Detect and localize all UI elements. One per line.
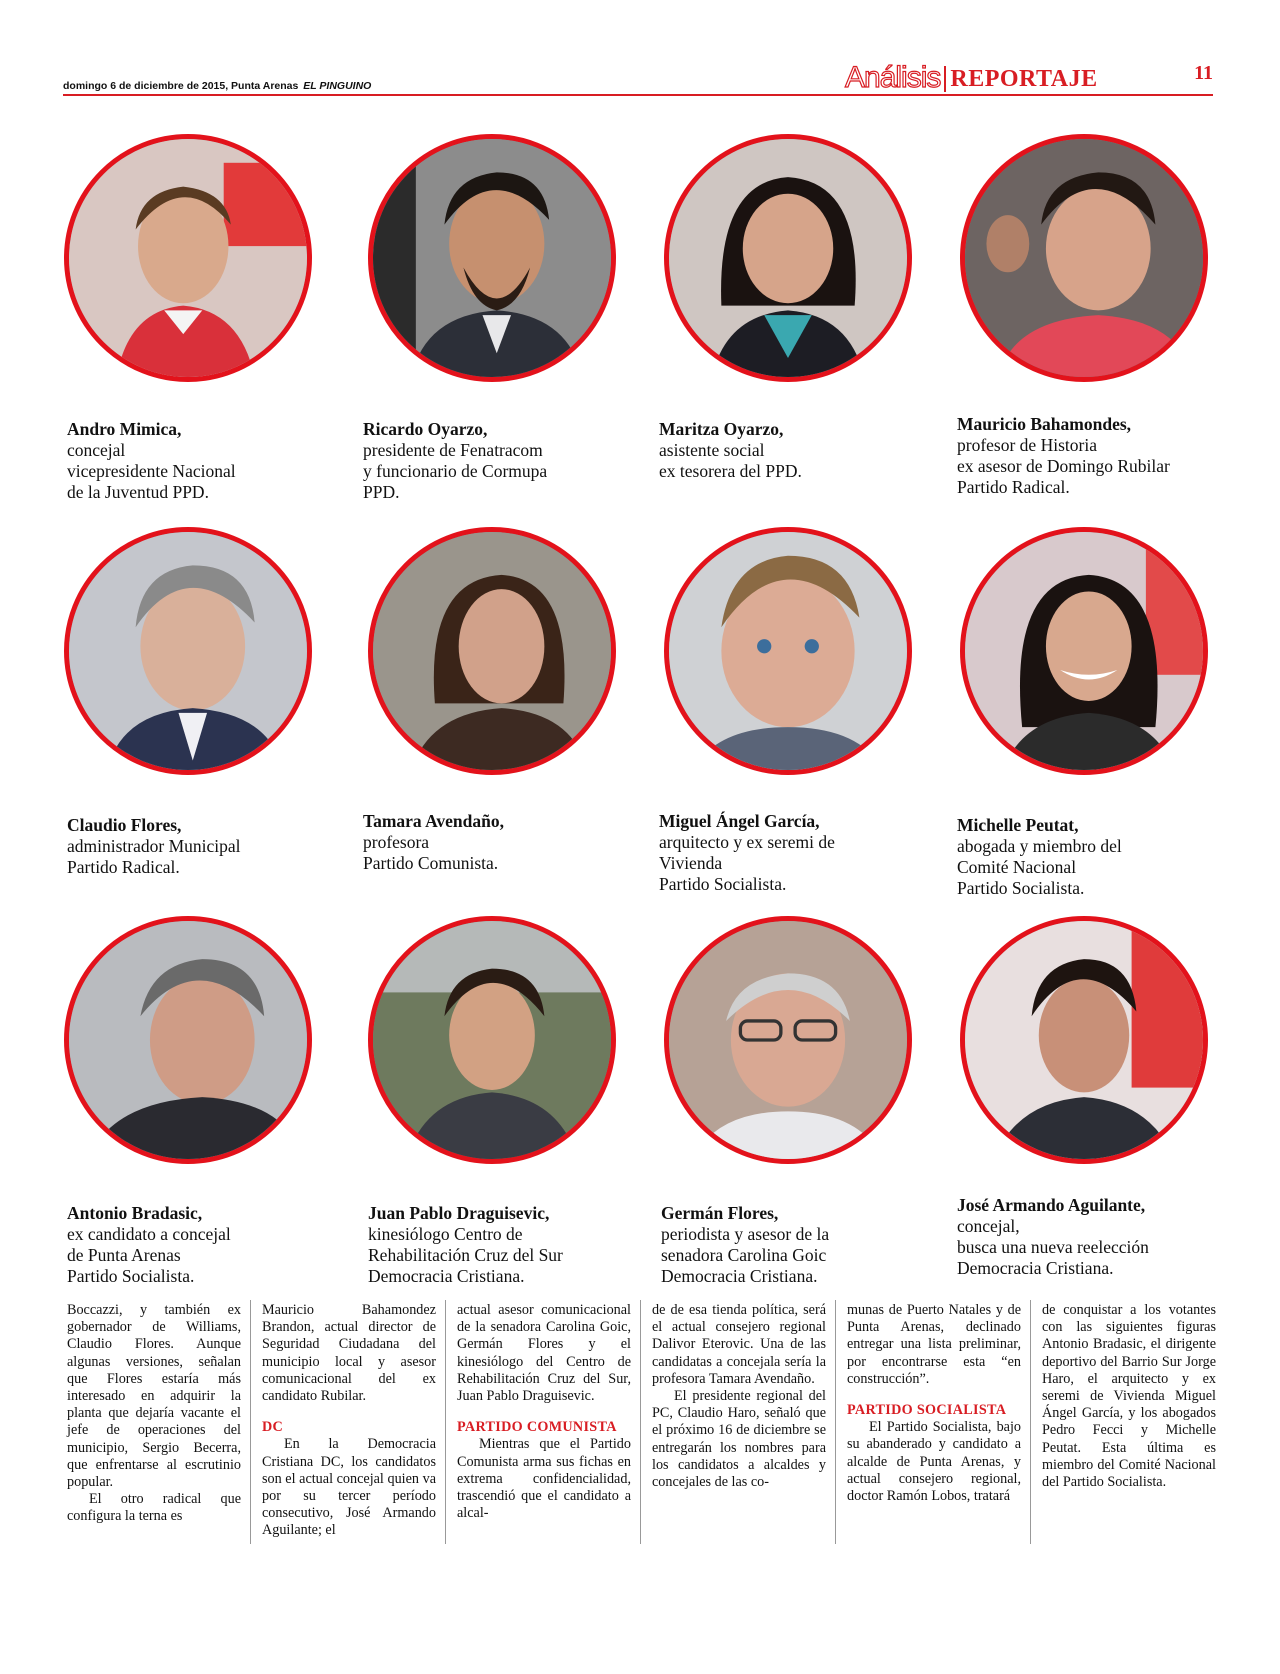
- article-column: [1042, 1302, 1216, 1491]
- page-header: [63, 62, 1213, 94]
- person-name: Ricardo Oyarzo,: [363, 419, 488, 439]
- caption-line: profesora: [363, 832, 430, 852]
- paragraph: Boccazzi, y también ex gobernador de Williams, Claudio Flores. Aunque algunas versiones, señalan que Flores estaría más interesado en adquirir la planta que dejaría vacante el jefe de operaciones del municipio, Sergio Becerra, que enfrentarse al escrutinio popular.: [67, 1302, 241, 1491]
- person-name: Miguel Ángel García,: [659, 811, 820, 831]
- person-name: Mauricio Bahamondes,: [957, 414, 1132, 434]
- caption-line: de Punta Arenas: [67, 1245, 181, 1265]
- paragraph: munas de Puerto Natales y de Punta Arenas, declinado entregar una lista preliminar, por encontrarse esta “en construcción”.: [847, 1302, 1021, 1387]
- header-rule: [63, 94, 1213, 96]
- caption-line: kinesiólogo Centro de: [368, 1224, 523, 1244]
- date-line: [63, 80, 371, 92]
- caption-line: concejal: [67, 440, 126, 460]
- caption-line: asistente social: [659, 440, 765, 460]
- article-column: [652, 1302, 826, 1491]
- caption-line: administrador Municipal: [67, 836, 241, 856]
- subhead: PARTIDO SOCIALISTA: [847, 1402, 1007, 1419]
- caption: [957, 1195, 1227, 1279]
- caption-line: ex tesorera del PPD.: [659, 461, 802, 481]
- caption-line: periodista y asesor de la: [661, 1224, 830, 1244]
- section-divider: [944, 66, 946, 92]
- column-divider: [835, 1300, 836, 1544]
- column-divider: [250, 1300, 251, 1544]
- caption-line: y funcionario de Cormupa: [363, 461, 548, 481]
- caption-line: Partido Socialista.: [659, 874, 787, 894]
- caption-line: Partido Radical.: [957, 477, 1070, 497]
- caption: [67, 1203, 337, 1287]
- subhead: PARTIDO COMUNISTA: [457, 1419, 617, 1436]
- article-column: [847, 1302, 1021, 1505]
- caption-line: PPD.: [363, 482, 400, 502]
- section-label: [845, 61, 1098, 94]
- paragraph: de de esa tienda política, será el actual consejero regional Dalivor Eterovic. Una de las candidatas a concejala sería la profesora Tamara Avendaño.: [652, 1302, 826, 1387]
- paragraph: de conquistar a los votantes con las siguientes figuras Antonio Bradasic, el dirigente deportivo del Barrio Sur Jorge Haro, el arquitecto y ex seremi de Vivienda Miguel Ángel García, y los abogados Pedro Fecci y Michelle Peutat. Esta última es miembro del Comité Nacional del Partido Socialista.: [1042, 1302, 1216, 1491]
- caption: [957, 815, 1227, 899]
- person-name: Michelle Peutat,: [957, 815, 1079, 835]
- paragraph: El presidente regional del PC, Claudio Haro, señaló que el próximo 16 de diciembre se entregarán los nombres para los candidatos a alcaldes y concejales de las co-: [652, 1388, 826, 1491]
- column-divider: [445, 1300, 446, 1544]
- portrait-photo: [664, 527, 912, 775]
- caption: [659, 419, 929, 482]
- paper-name: EL PINGUINO: [303, 80, 372, 92]
- caption: [661, 1203, 931, 1287]
- caption-line: Partido Radical.: [67, 857, 180, 877]
- caption-line: senadora Carolina Goic: [661, 1245, 827, 1265]
- caption: [368, 1203, 638, 1287]
- article-column: [457, 1302, 631, 1522]
- caption-line: busca una nueva reelección: [957, 1237, 1149, 1257]
- caption-line: Partido Socialista.: [67, 1266, 195, 1286]
- portrait-photo: [960, 527, 1208, 775]
- paragraph: actual asesor comunicacional de la senadora Carolina Goic, Germán Flores y el kinesiólogo del Centro de Rehabilitación Cruz del Sur, Juan Pablo Draguisevic.: [457, 1302, 631, 1405]
- date-text: domingo 6 de diciembre de 2015, Punta Arenas: [63, 80, 299, 92]
- caption-line: Partido Comunista.: [363, 853, 499, 873]
- caption: [659, 811, 929, 895]
- caption-line: arquitecto y ex seremi de: [659, 832, 835, 852]
- caption-line: Democracia Cristiana.: [957, 1258, 1114, 1278]
- caption-line: Democracia Cristiana.: [368, 1266, 525, 1286]
- person-name: Juan Pablo Draguisevic,: [368, 1203, 550, 1223]
- paragraph: El otro radical que configura la terna es: [67, 1491, 241, 1525]
- caption-line: Partido Socialista.: [957, 878, 1085, 898]
- caption-line: Rehabilitación Cruz del Sur: [368, 1245, 563, 1265]
- portrait-photo: [368, 134, 616, 382]
- portrait-photo: [368, 527, 616, 775]
- caption-line: profesor de Historia: [957, 435, 1097, 455]
- column-divider: [640, 1300, 641, 1544]
- subhead: DC: [262, 1419, 284, 1436]
- portrait-photo: [664, 134, 912, 382]
- page-number: 11: [1194, 62, 1213, 84]
- caption-line: Comité Nacional: [957, 857, 1077, 877]
- person-name: Andro Mimica,: [67, 419, 182, 439]
- section-reportaje: REPORTAJE: [950, 66, 1098, 92]
- caption-line: abogada y miembro del: [957, 836, 1122, 856]
- portrait-photo: [368, 916, 616, 1164]
- article-column: [262, 1302, 436, 1540]
- person-name: José Armando Aguilante,: [957, 1195, 1146, 1215]
- portrait-photo: [664, 916, 912, 1164]
- caption: [957, 414, 1247, 498]
- caption-line: Democracia Cristiana.: [661, 1266, 818, 1286]
- portrait-photo: [64, 134, 312, 382]
- section-analisis: Análisis: [845, 61, 941, 94]
- portrait-photo: [64, 916, 312, 1164]
- portrait-photo: [64, 527, 312, 775]
- caption: [363, 811, 633, 874]
- portrait-photo: [960, 134, 1208, 382]
- column-divider: [1030, 1300, 1031, 1544]
- paragraph: Mientras que el Partido Comunista arma sus fichas en extrema confidencialidad, trascendió que el candidato a alcal-: [457, 1436, 631, 1522]
- portrait-photo: [960, 916, 1208, 1164]
- person-name: Maritza Oyarzo,: [659, 419, 784, 439]
- caption: [363, 419, 633, 503]
- caption-line: concejal,: [957, 1216, 1020, 1236]
- person-name: Claudio Flores,: [67, 815, 182, 835]
- caption: [67, 815, 337, 878]
- caption: [67, 419, 337, 503]
- caption-line: presidente de Fenatracom: [363, 440, 543, 460]
- caption-line: Vivienda: [659, 853, 723, 873]
- person-name: Tamara Avendaño,: [363, 811, 504, 831]
- caption-line: ex candidato a concejal: [67, 1224, 231, 1244]
- caption-line: vicepresidente Nacional: [67, 461, 236, 481]
- caption-line: de la Juventud PPD.: [67, 482, 209, 502]
- caption-line: ex asesor de Domingo Rubilar: [957, 456, 1170, 476]
- article-column: [67, 1302, 241, 1526]
- person-name: Antonio Bradasic,: [67, 1203, 203, 1223]
- paragraph: Mauricio Bahamondez Brandon, actual director de Seguridad Ciudadana del municipio local y asesor comunicacional del ex candidato Rubilar.: [262, 1302, 436, 1405]
- paragraph: En la Democracia Cristiana DC, los candidatos son el actual concejal quien va por su tercer período consecutivo, José Armando Aguilante; el: [262, 1436, 436, 1539]
- person-name: Germán Flores,: [661, 1203, 779, 1223]
- paragraph: El Partido Socialista, bajo su abanderado y candidato a alcalde de Punta Arenas, y actual consejero regional, doctor Ramón Lobos, tratará: [847, 1419, 1021, 1505]
